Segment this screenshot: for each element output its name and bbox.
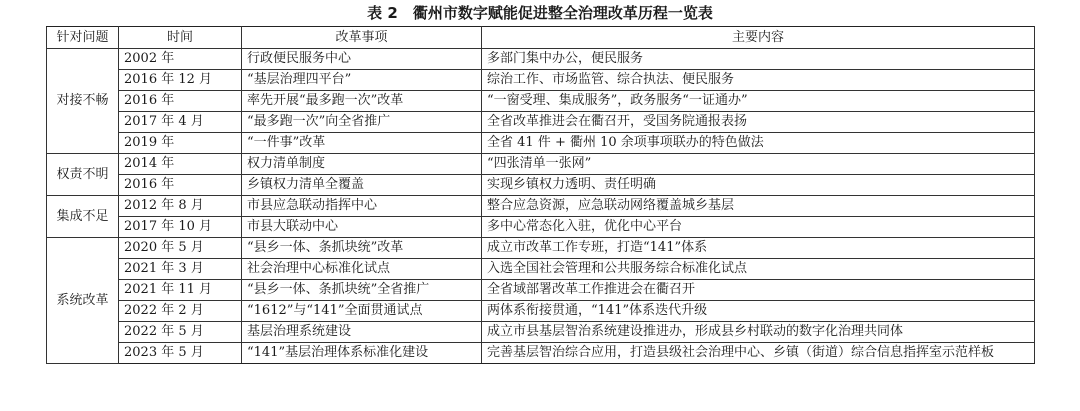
time-cell: 2022 年 2 月: [119, 301, 242, 322]
item-cell: 市县大联动中心: [242, 217, 482, 238]
issue-cell: 系统改革: [47, 238, 119, 364]
item-cell: 乡镇权力清单全覆盖: [242, 175, 482, 196]
table-row: [47, 196, 1035, 217]
table-row: [47, 217, 1035, 238]
header-item: 改革事项: [242, 27, 482, 49]
time-cell: 2021 年 3 月: [119, 259, 242, 280]
item-cell: 权力清单制度: [242, 154, 482, 175]
content-cell: 整合应急资源，应急联动网络覆盖城乡基层: [482, 196, 1035, 217]
table-body: [47, 49, 1035, 364]
item-cell: “最多跑一次”向全省推广: [242, 112, 482, 133]
table-row: [47, 343, 1035, 364]
table-row: [47, 175, 1035, 196]
issue-cell: 权责不明: [47, 154, 119, 196]
header-time: 时间: [119, 27, 242, 49]
content-cell: 完善基层智治综合应用，打造县级社会治理中心、乡镇（街道）综合信息指挥室示范样板: [482, 343, 1035, 364]
time-cell: 2016 年: [119, 91, 242, 112]
time-cell: 2014 年: [119, 154, 242, 175]
item-cell: 基层治理系统建设: [242, 322, 482, 343]
item-cell: 率先开展“最多跑一次”改革: [242, 91, 482, 112]
table-row: [47, 280, 1035, 301]
item-cell: 行政便民服务中心: [242, 49, 482, 70]
table-row: [47, 49, 1035, 70]
content-cell: 成立市县基层智治系统建设推进办，形成县乡村联动的数字化治理共同体: [482, 322, 1035, 343]
content-cell: “一窗受理、集成服务”，政务服务“一证通办”: [482, 91, 1035, 112]
time-cell: 2020 年 5 月: [119, 238, 242, 259]
table-row: [47, 259, 1035, 280]
content-cell: 全省改革推进会在衢召开，受国务院通报表扬: [482, 112, 1035, 133]
item-cell: 市县应急联动指挥中心: [242, 196, 482, 217]
header-issue: 针对问题: [47, 27, 119, 49]
content-cell: 多中心常态化入驻，优化中心平台: [482, 217, 1035, 238]
table-row: [47, 112, 1035, 133]
table-row: [47, 70, 1035, 91]
table-header-row: [47, 27, 1035, 49]
item-cell: “县乡一体、条抓块统”全省推广: [242, 280, 482, 301]
time-cell: 2016 年 12 月: [119, 70, 242, 91]
time-cell: 2017 年 10 月: [119, 217, 242, 238]
content-cell: 两体系衔接贯通，“141”体系迭代升级: [482, 301, 1035, 322]
time-cell: 2002 年: [119, 49, 242, 70]
issue-cell: 对接不畅: [47, 49, 119, 154]
content-cell: 多部门集中办公，便民服务: [482, 49, 1035, 70]
time-cell: 2019 年: [119, 133, 242, 154]
time-cell: 2017 年 4 月: [119, 112, 242, 133]
item-cell: “1612”与“141”全面贯通试点: [242, 301, 482, 322]
table-row: [47, 133, 1035, 154]
content-cell: 成立市改革工作专班，打造“141”体系: [482, 238, 1035, 259]
table-row: [47, 301, 1035, 322]
content-cell: “四张清单一张网”: [482, 154, 1035, 175]
content-cell: 全省域部署改革工作推进会在衢召开: [482, 280, 1035, 301]
time-cell: 2012 年 8 月: [119, 196, 242, 217]
item-cell: “一件事”改革: [242, 133, 482, 154]
content-cell: 实现乡镇权力透明、责任明确: [482, 175, 1035, 196]
issue-cell: 集成不足: [47, 196, 119, 238]
table-row: [47, 154, 1035, 175]
content-cell: 综治工作、市场监管、综合执法、便民服务: [482, 70, 1035, 91]
table-row: [47, 322, 1035, 343]
table-row: [47, 91, 1035, 112]
item-cell: 社会治理中心标准化试点: [242, 259, 482, 280]
item-cell: “县乡一体、条抓块统”改革: [242, 238, 482, 259]
content-cell: 入选全国社会管理和公共服务综合标准化试点: [482, 259, 1035, 280]
item-cell: “141”基层治理体系标准化建设: [242, 343, 482, 364]
reform-history-table: [46, 26, 1035, 364]
table-caption: 表 2 衢州市数字赋能促进整全治理改革历程一览表: [367, 4, 713, 22]
time-cell: 2023 年 5 月: [119, 343, 242, 364]
header-content: 主要内容: [482, 27, 1035, 49]
time-cell: 2021 年 11 月: [119, 280, 242, 301]
table-row: [47, 238, 1035, 259]
item-cell: “基层治理四平台”: [242, 70, 482, 91]
content-cell: 全省 41 件 + 衢州 10 余项事项联办的特色做法: [482, 133, 1035, 154]
time-cell: 2016 年: [119, 175, 242, 196]
time-cell: 2022 年 5 月: [119, 322, 242, 343]
